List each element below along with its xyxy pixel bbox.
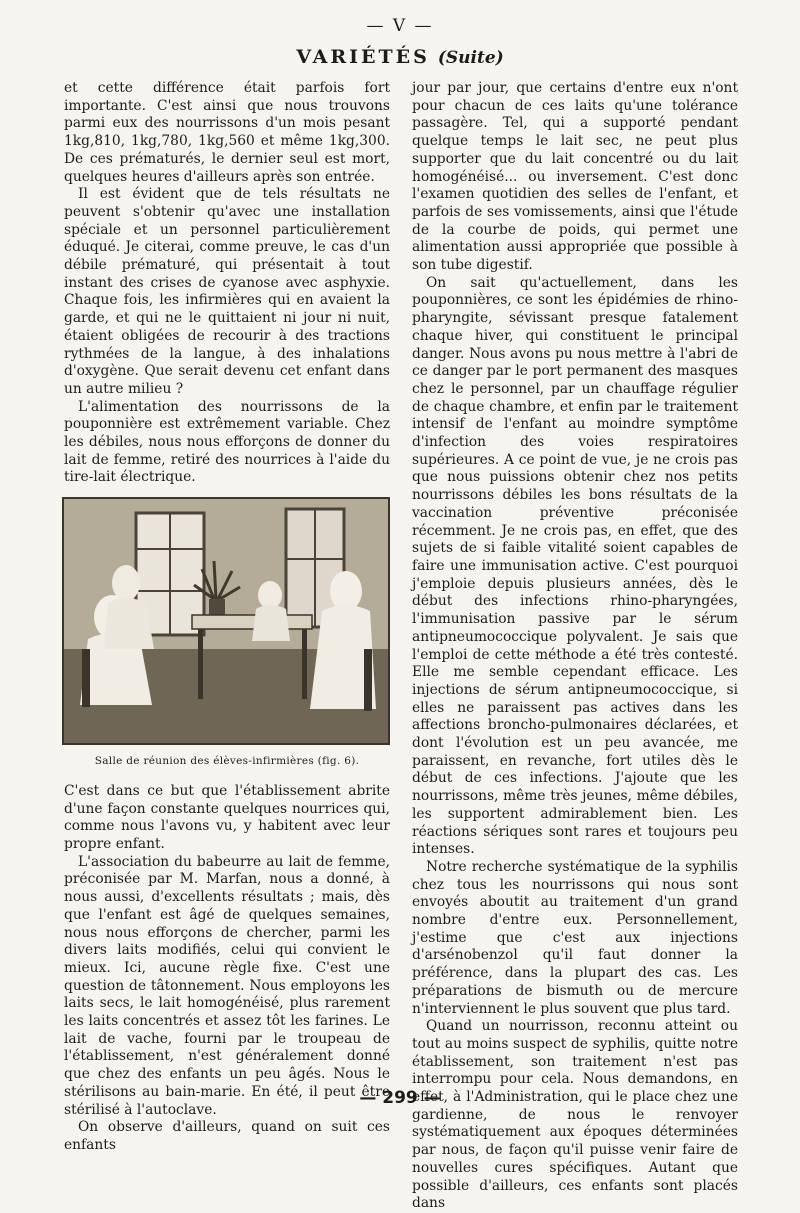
figure-caption: Salle de réunion des élèves-infirmières (fig. 6).	[94, 755, 360, 768]
page-number: — 299 —	[359, 1088, 441, 1108]
paragraph: C'est dans ce but que l'établissement abrite d'une façon constante quelques nourrices qui, comme nous l'avons vu, y habitent avec leur propre enfant.	[64, 782, 390, 852]
paragraph: Quand un nourrisson, reconnu atteint ou tout au moins suspect de syphilis, quitte notre établissement, son traitement n'est pas interrompu pour cela. Nous demandons, en effet, à l'Administration, qui le place chez une gardienne, de nous le renvoyer systématiquement aux époques déterminées par nous, de façon qu'il puisse venir faire de nouvelles cures spécifiques. Autant que possible d'ailleurs, ces enfants sont placés dans	[412, 1018, 738, 1212]
section-header	[0, 46, 800, 68]
paragraph: Notre recherche systématique de la syphilis chez tous les nourrissons qui nous sont envoyés aboutit au traitement d'un grand nombre d'entre eux. Personnellement, j'estime que c'est aux injections d'arsénobenzol qu'il faut donner la préférence, dans la plupart des cas. Les préparations de bismuth ou de mercure n'interviennent le plus souvent que plus tard.	[412, 858, 738, 1017]
section-suffix: (Suite)	[437, 48, 504, 68]
paragraph: On sait qu'actuellement, dans les pouponnières, ce sont les épidémies de rhino-pharyngite, sévissant presque fatalement chaque hiver, qui constituent le principal danger. Nous avons pu nous mettre à l'abri de ce danger par le port permanent des masques chez le personnel, par un chauffage régulier de chaque chambre, et enfin par le traitement intensif de l'enfant au moindre symptôme d'infection des voies respiratoires supérieures. A ce point de vue, je ne crois pas que nous puissions obtenir chez nos petits nourrissons débiles les bons résultats de la vaccination préventive préconisée récemment. Je ne crois pas, en effet, que des sujets de si faible vitalité soient capables de faire une immunisation active. C'est pourquoi j'emploie depuis plusieurs années, dès le début des infections rhino-pharyngées, l'immunisation passive par le sérum antipneumococcique polyvalent. Je sais que l'emploi de cette méthode a été très contesté. Elle me semble cependant efficace. Les injections de sérum antipneumococcique, si elles ne paraissent pas actives dans les affections broncho-pulmonaires déclarées, et dont l'évolution est un peu avancée, me paraissent, en revanche, fort utiles dès le début de ces infections. J'ajoute que les nourrissons, même très jeunes, même débiles, les supportent admirablement bien. Les réactions sériques sont rares et toujours peu intenses.	[412, 274, 738, 858]
photo-figure	[62, 497, 390, 745]
paragraph: et cette différence était parfois fort importante. C'est ainsi que nous trouvons parmi eux des nourrissons d'un mois pesant 1kg,810, 1kg,780, 1kg,560 et même 1kg,300. De ces prématurés, le dernier seul est mort, quelques heures d'ailleurs après son entrée.	[64, 80, 390, 185]
left-column	[64, 80, 390, 1155]
top-folio: — V —	[366, 16, 434, 36]
paragraph: Il est évident que de tels résultats ne peuvent s'obtenir qu'avec une installation spéciale et un personnel particulièrement éduqué. Je citerai, comme preuve, le cas d'un débile prématuré, qui présentait à tout instant des crises de cyanose avec asphyxie. Chaque fois, les infirmières qui en avaient la garde, et qui ne le quittaient ni jour ni nuit, étaient obligées de recourir à des tractions rythmées de la langue, à des inhalations d'oxygène. Que serait devenu cet enfant dans un autre milieu ?	[64, 186, 390, 397]
paragraph: On observe d'ailleurs, quand on suit ces enfants	[64, 1119, 390, 1153]
section-title: VARIÉTÉS	[296, 46, 430, 68]
paragraph: L'association du babeurre au lait de femme, préconisée par M. Marfan, nous a donné, à nous aussi, d'excellents résultats ; mais, dès que l'enfant est âgé de quelques semaines, nous nous efforçons de chercher, parmi les divers laits modifiés, celui qui convient le mieux. Ici, aucune règle fixe. C'est une question de tâtonnement. Nous employons les laits secs, le lait homogénéisé, plus rarement les laits concentrés et assez tôt les farines. Le lait de vache, fourni par le troupeau de l'établissement, n'est généralement donné que chez des enfants un peu âgés. Nous le stérilisons au bain-marie. En été, il peut être stérilisé à l'autoclave.	[64, 853, 390, 1118]
paragraph: jour par jour, que certains d'entre eux n'ont pour chacun de ces laits qu'une tolérance passagère. Tel, qui a supporté pendant quelque temps le lait sec, ne peut plus supporter que du lait concentré ou du lait homogénéisé... ou inversement. C'est donc l'examen quotidien des selles de l'enfant, et parfois de ses vomissements, ainsi que l'étude de la courbe de poids, qui permet une alimentation aussi appropriée que possible à son tube digestif.	[412, 80, 738, 274]
photo-reunion-room	[64, 499, 388, 743]
right-column	[412, 80, 738, 1213]
paragraph: L'alimentation des nourrissons de la pouponnière est extrêmement variable. Chez les débiles, nous nous efforçons de donner du lait de femme, retiré des nourrices à l'aide du tire-lait électrique.	[64, 398, 390, 486]
